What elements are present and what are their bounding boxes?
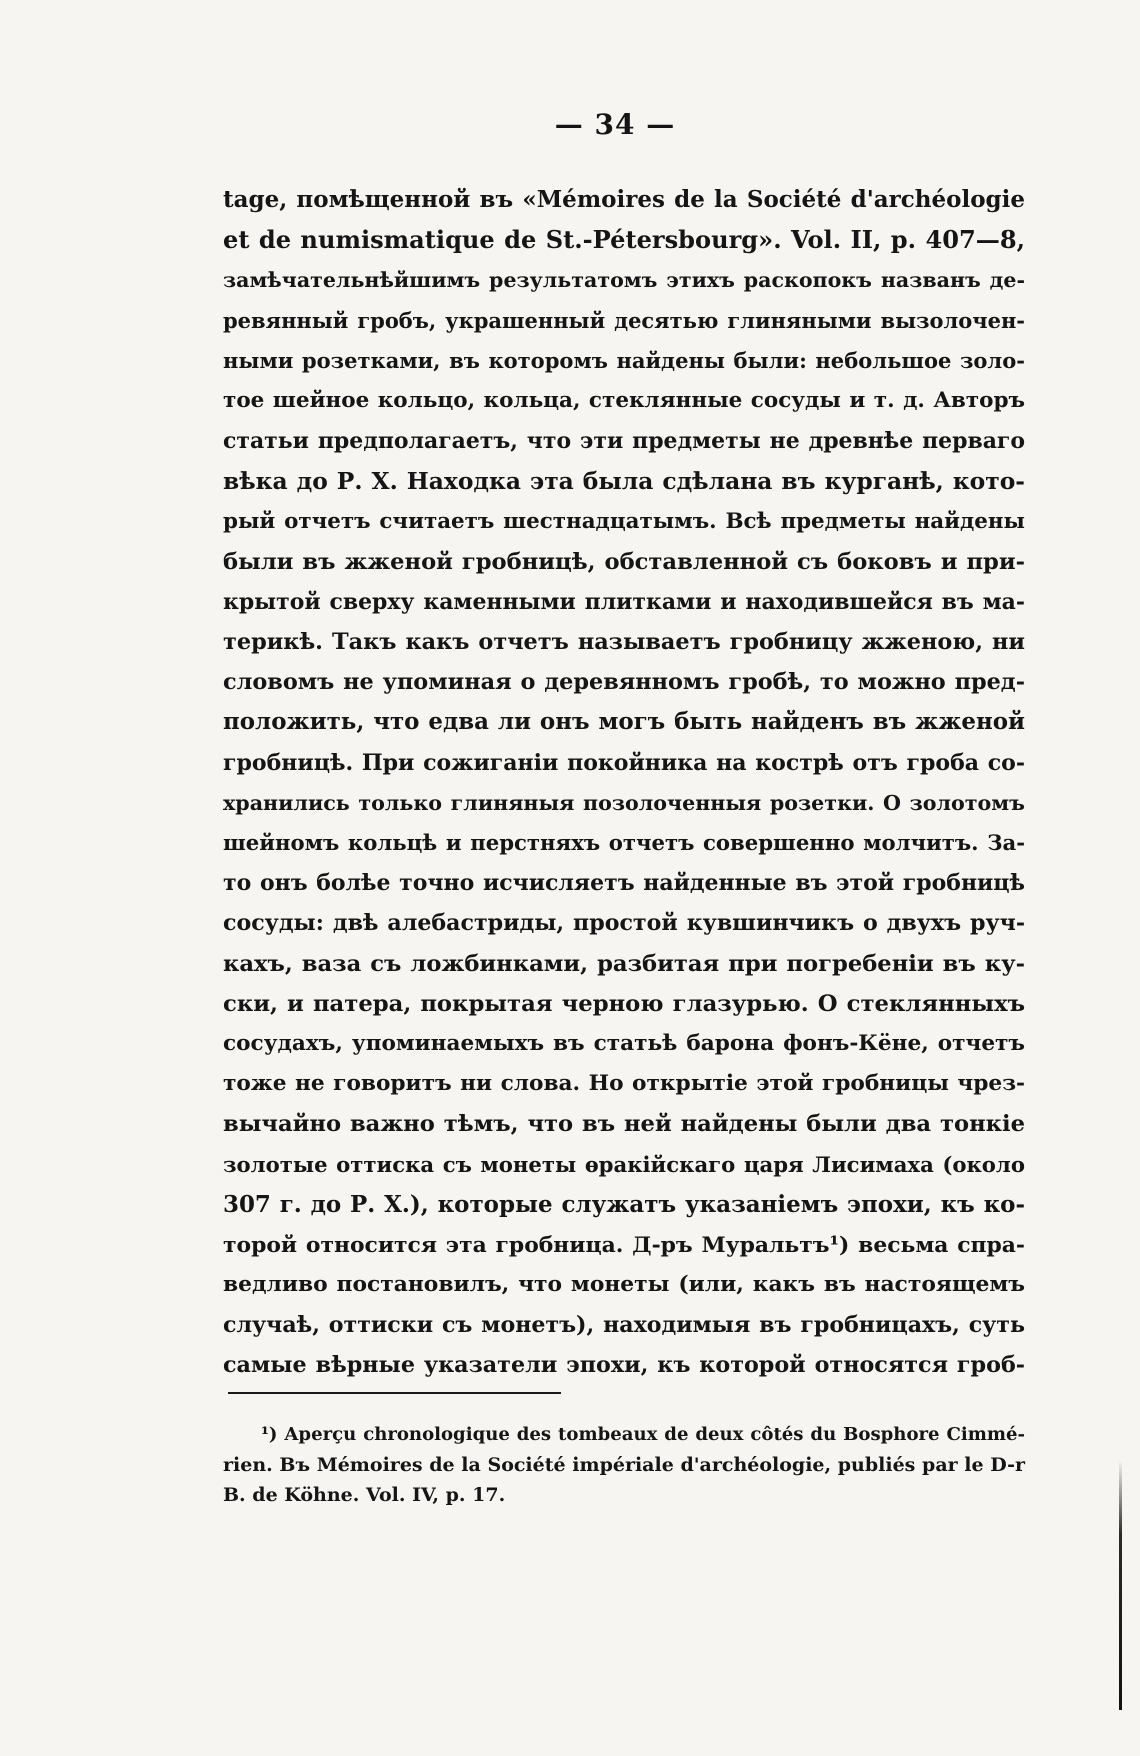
text-line: ведливо постановилъ, что монеты (или, какъ въ настоящемъ [223,1272,1025,1298]
footnote [223,1420,1025,1510]
text-line: случаѣ, оттиски съ монетъ), находимыя въ гробницахъ, суть [223,1312,1025,1339]
text-line: ревянный гробъ, украшенный десятью глиняными вызолочен- [223,307,1025,333]
text-line: вычайно важно тѣмъ, что въ ней найдены были два тонкіе [223,1111,1025,1138]
text-line: сосуды: двѣ алебастриды, простой кувшинчикъ о двухъ руч- [223,910,1025,937]
page-number: — 34 — [554,108,676,141]
text-line: шейномъ кольцѣ и перстняхъ отчетъ совершенно молчитъ. За- [223,830,1025,855]
text-line: были въ жженой гробницѣ, обставленной съ боковъ и при- [223,548,1025,575]
footnote-line: rien. Въ Mémoires de la Société impériale d'archéologie, publiés par le D-r [223,1454,1025,1476]
text-line: хранились только глиняныя позолоченныя розетки. О золотомъ [223,790,1025,815]
footnote-line: B. de Köhne. Vol. IV, p. 17. [223,1484,506,1506]
text-line: кахъ, ваза съ ложбинками, разбитая при погребеніи въ ку- [223,950,1025,977]
text-line: золотые оттиска съ монеты ѳракійскаго царя Лисимаха (около [223,1151,1025,1177]
text-line: положить, что едва ли онъ могъ быть найденъ въ жженой [223,708,1025,736]
text-line: замѣчательнѣйшимъ результатомъ этихъ раскопокъ названъ де- [223,268,1025,293]
text-line: et de numismatique de St.-Pétersbourg». Vol. II, p. 407—8, [223,225,1025,255]
text-line: статьи предполагаетъ, что эти предметы не древнѣе перваго [223,428,1025,455]
text-line: терикѣ. Такъ какъ отчетъ называетъ гробницу жженою, ни [223,629,1025,656]
page-edge-shadow [1119,1460,1122,1710]
text-line: рый отчетъ считаетъ шестнадцатымъ. Всѣ предметы найдены [223,508,1025,534]
footnote-divider [228,1392,561,1394]
main-text [223,180,1025,1386]
text-line: ски, и патера, покрытая черною глазурью. О стеклянныхъ [223,990,1025,1017]
text-line: 307 г. до Р. Х.), которые служатъ указаніемъ эпохи, къ ко- [223,1190,1025,1218]
text-line: тоже не говоритъ ни слова. Но открытіе этой гробницы чрез- [223,1071,1025,1097]
text-line: самые вѣрные указатели эпохи, къ которой относятся гроб- [223,1352,1025,1379]
text-line: вѣка до Р. Х. Находка эта была сдѣлана въ курганѣ, кото- [223,467,1025,496]
text-line: гробницѣ. При сожиганіи покойника на кострѣ отъ гроба со- [223,749,1025,776]
text-line: тое шейное кольцо, кольца, стеклянные сосуды и т. д. Авторъ [223,387,1025,413]
text-line: сосудахъ, упоминаемыхъ въ статьѣ барона фонъ-Кёне, отчетъ [223,1030,1025,1056]
text-line: крытой сверху каменными плитками и находившейся въ ма- [223,588,1025,615]
footnote-line: ¹) Aperçu chronologique des tombeaux de deux côtés du Bosphore Cimmé- [261,1424,1025,1445]
text-line: то онъ болѣе точно исчисляетъ найденные въ этой гробницѣ [223,870,1025,897]
text-line: tage, помѣщенной въ «Mémoires de la Société d'archéologie [223,186,1025,213]
text-line: торой относится эта гробница. Д-ръ Муральтъ¹) весьма спра- [223,1231,1025,1258]
text-line: ными розетками, въ которомъ найдены были: небольшое золо- [223,347,1025,373]
text-line: словомъ не упоминая о деревянномъ гробѣ, то можно пред- [223,669,1025,696]
